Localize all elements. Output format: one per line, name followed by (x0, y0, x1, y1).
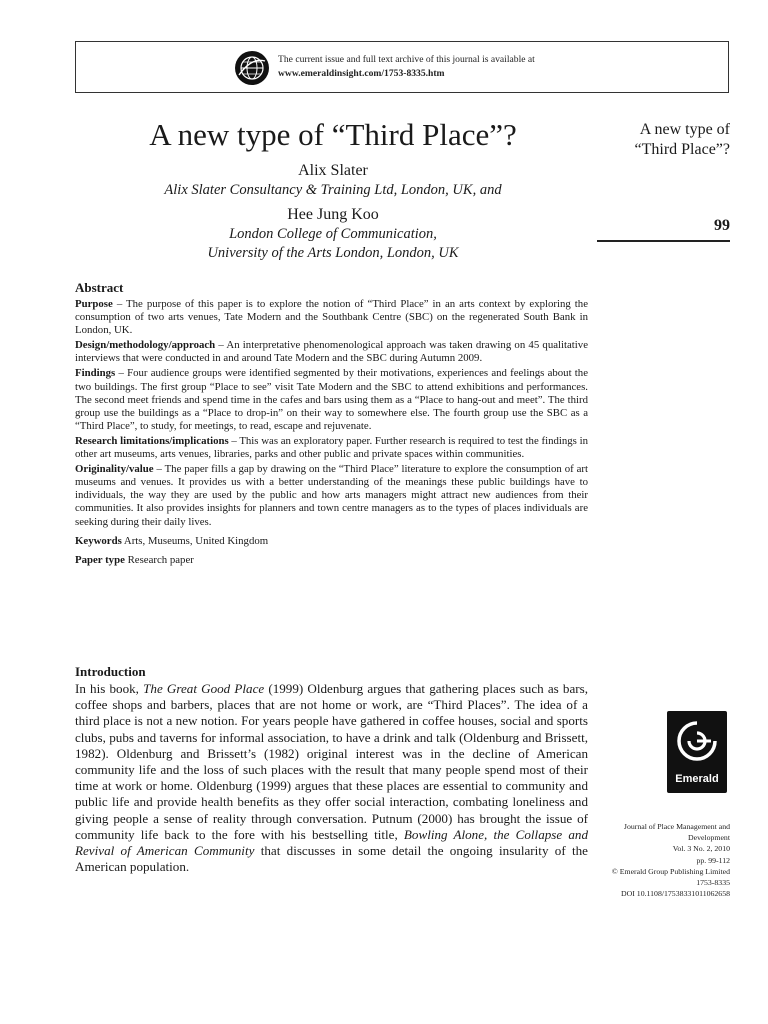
section-label: Originality/value (75, 463, 154, 476)
citation-line: Vol. 3 No. 2, 2010 (672, 844, 730, 854)
section-text: – Four audience groups were identified segmented by their motivations, experiences and feelings about the two buildings. The first group “Place to see” visit Tate Modern and the SBC to attend exhibitions and performances. The second meet friends and spend time in the cafes and bars using them as a “Place to hang-out and meet”. The third group use the buildings as a “Place to drop-in” on their way to somewhere else. The fourth group use the SBC as a “Third Place”, to study, for meetings, to read, escape and rejuvenate. (75, 367, 588, 432)
book-title: Bowling Alone, the Collapse and Revival of American Community (75, 826, 588, 859)
abstract-originality (75, 463, 588, 528)
doi-link[interactable]: DOI 10.1108/17538331011062658 (620, 889, 730, 899)
banner-line: The current issue and full text archive of this journal is available at (278, 54, 535, 65)
banner-text (278, 53, 535, 81)
section-text: – An interpretative phenomenological approach was taken drawing on 45 qualitative interviews that were conducted in and around Tate Modern and the SBC during Autumn 2009. (75, 339, 588, 365)
page-number: 99 (714, 217, 730, 234)
section-label: Findings (75, 367, 116, 380)
globe-logo-icon (235, 51, 269, 85)
paper-type-text: Research paper (124, 553, 194, 566)
author-name: Alix Slater (298, 162, 368, 179)
author-name: Hee Jung Koo (287, 206, 379, 223)
journal-citation (592, 821, 730, 899)
section-label: Design/methodology/approach (75, 339, 216, 352)
section-text: – This was an exploratory paper. Further research is required to test the findings in other art museums, arts venues, libraries, parks and other public and private spaces within communities. (75, 434, 588, 461)
intro-text: that discusses in some detail the ongoing insularity of the American population. (75, 843, 588, 875)
citation-line: © Emerald Group Publishing Limited (611, 866, 730, 876)
keywords-text: Arts, Museums, United Kingdom (121, 534, 269, 547)
author-affiliation: University of the Arts London, London, UK (207, 245, 459, 261)
margin-rule (597, 240, 730, 242)
running-title-line: A new type of (639, 121, 730, 138)
journal-banner (75, 41, 729, 93)
journal-url-link[interactable]: www.emeraldinsight.com/1753-8335.htm (278, 68, 445, 79)
paper-type-label: Paper type (75, 553, 125, 566)
citation-line: Journal of Place Management and (623, 822, 730, 831)
abstract-purpose (75, 298, 588, 337)
introduction (75, 664, 588, 875)
running-title (600, 120, 730, 160)
abstract (75, 280, 588, 567)
emerald-logo (667, 711, 727, 793)
emerald-swirl-icon (675, 719, 719, 769)
abstract-findings (75, 367, 588, 432)
section-text: – The purpose of this paper is to explore the notion of “Third Place” in an arts context by exploring the consumption of two arts venues, Tate Modern and the Southbank Centre (SBC) on the regenerated South Bank in London, UK. (75, 298, 588, 337)
abstract-limitations (75, 435, 588, 461)
keywords (75, 535, 588, 548)
book-title: The Great Good Place (143, 681, 265, 696)
paper-title: A new type of “Third Place”? (149, 117, 517, 152)
citation-line: pp. 99-112 (696, 855, 730, 865)
abstract-heading: Abstract (75, 280, 124, 295)
intro-text: (1999) Oldenburg argues that gathering places such as bars, coffee shops and barbers, places that are not home or work, are “Third Places”. The idea of a third place is not a new notion. For years people have gathered in coffee houses, social and sports clubs, pubs and taverns for informal association, to have a drink and talk (Oldenburg and Brissett, 1982). Oldenburg and Brissett’s (1982) original interest was in the decline of American community life and the loss of such places with the result that many people spend most of their time at work or home. Oldenburg (1999) argues that these places are essential to community and public life and provide health benefits as they offer social interaction, combating loneliness and giving people a sense of reality through conversation. Putnum (2000) has brought the issue of community life back to the fore with his bestselling title, (75, 681, 588, 842)
citation-line: 1753-8335 (696, 878, 730, 888)
citation-line: Development (687, 833, 730, 843)
keywords-label: Keywords (75, 534, 122, 547)
intro-text: In his book, (75, 681, 144, 696)
abstract-design (75, 339, 588, 365)
running-title-line: “Third Place”? (634, 141, 730, 158)
author-affiliation: Alix Slater Consultancy & Training Ltd, London, UK, and (164, 182, 502, 198)
section-label: Purpose (75, 298, 113, 310)
paper-type (75, 554, 588, 567)
author-affiliation: London College of Communication, (229, 226, 437, 242)
emerald-wordmark: Emerald (675, 773, 719, 785)
introduction-body (75, 681, 588, 875)
introduction-heading: Introduction (75, 664, 146, 679)
section-text: – The paper fills a gap by drawing on the “Third Place” literature to explore the consumption of art museums and venues. It provides us with a better understanding of the meanings these public buildings have to individuals, the way they are used by the public and how arts managers might attract new audiences from their communities. It also provides insights for planners and town centre managers as to the types of places individuals are seeking during their daily lives. (75, 463, 588, 528)
section-label: Research limitations/implications (75, 434, 229, 447)
